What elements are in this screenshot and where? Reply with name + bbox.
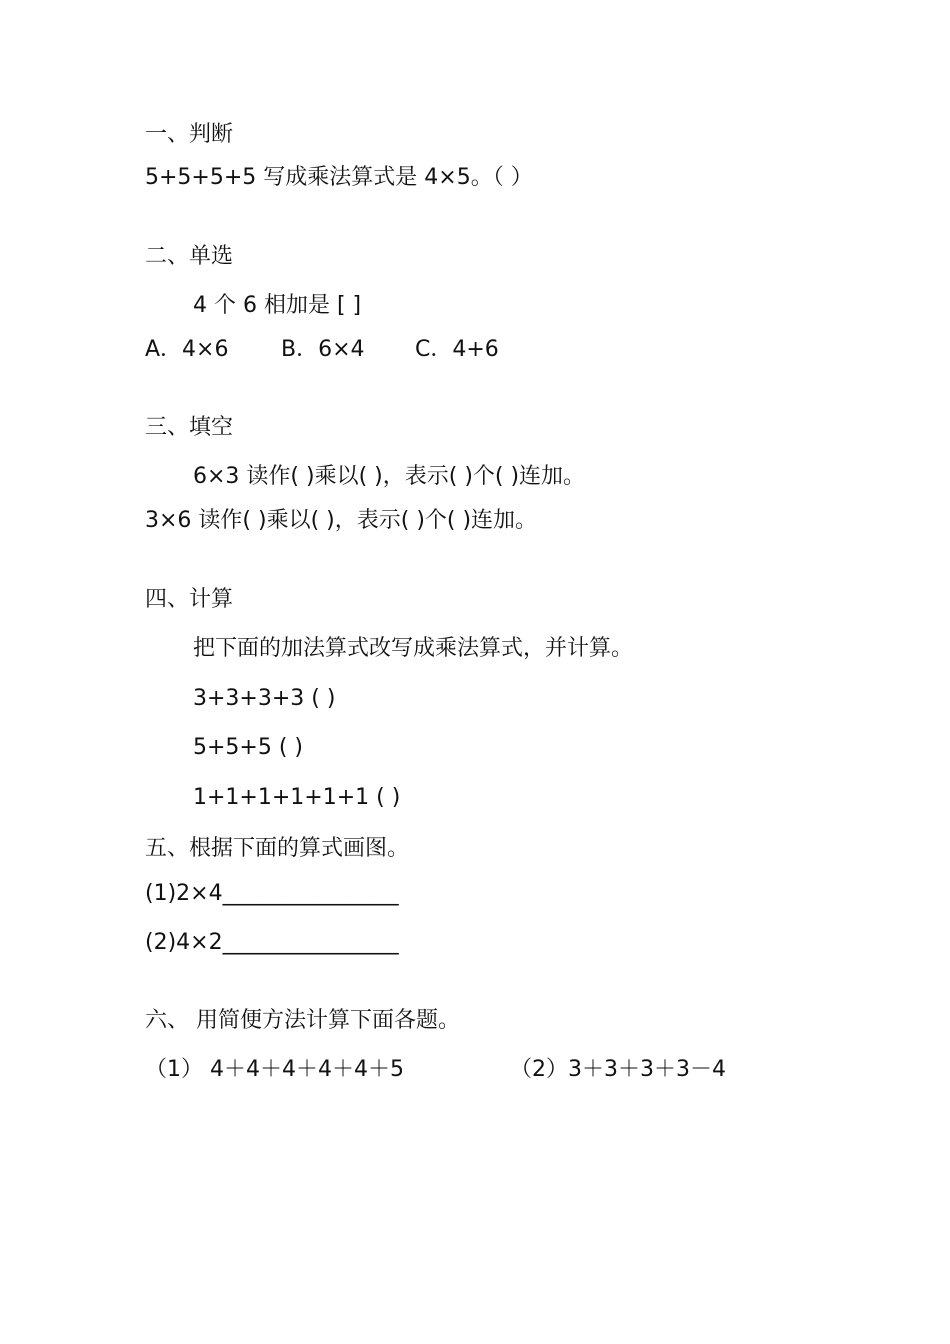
fill-line-2: 3×6 读作( )乘以( )，表示( )个( )连加。 bbox=[145, 508, 538, 533]
option-c: C．4+6 bbox=[415, 337, 499, 362]
fill-line-1: 6×3 读作( )乘以( )，表示( )个( )连加。 bbox=[193, 464, 586, 489]
calc-line-2: 5+5+5 ( ) bbox=[193, 735, 304, 760]
option-b: B．6×4 bbox=[281, 337, 365, 362]
option-a: A．4×6 bbox=[145, 337, 229, 362]
section-6-heading: 六、 用简便方法计算下面各题。 bbox=[145, 1008, 460, 1033]
equation-1: （1） 4＋4＋4＋4＋4＋5 bbox=[145, 1057, 404, 1082]
equation-2: （2）3＋3＋3＋3－4 bbox=[510, 1057, 726, 1082]
section-2-question: 4 个 6 相加是 [ ] bbox=[193, 293, 362, 318]
draw-line-2: (2)4×2________________ bbox=[145, 930, 399, 955]
section-1-heading: 一、判断 bbox=[145, 122, 234, 147]
section-4-instruction: 把下面的加法算式改写成乘法算式，并计算。 bbox=[193, 636, 634, 661]
section-1-question: 5+5+5+5 写成乘法算式是 4×5。（ ） bbox=[145, 165, 533, 190]
calc-line-3: 1+1+1+1+1+1 ( ) bbox=[193, 785, 401, 810]
calc-line-1: 3+3+3+3 ( ) bbox=[193, 686, 336, 711]
draw-line-1: (1)2×4________________ bbox=[145, 881, 399, 906]
section-4-heading: 四、计算 bbox=[145, 587, 234, 612]
section-5-heading: 五、根据下面的算式画图。 bbox=[145, 836, 410, 861]
section-2-heading: 二、单选 bbox=[145, 244, 234, 269]
section-3-heading: 三、填空 bbox=[145, 415, 234, 440]
